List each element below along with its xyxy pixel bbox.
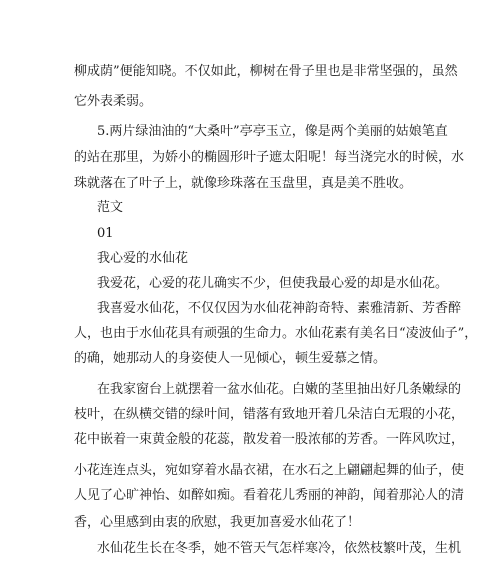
text-line: 的确，她那动人的身姿使人一见倾心，顿生爱慕之情。 bbox=[74, 351, 387, 366]
text-line: 柳成荫”便能知晓。不仅如此，柳树在骨子里也是非常坚强的，虽然 bbox=[74, 64, 458, 79]
text-line: 5.两片绿油油的“大桑叶”亭亭玉立，像是两个美丽的姑娘笔直 bbox=[97, 124, 448, 139]
text-line: 我喜爱水仙花，不仅仅因为水仙花神韵奇特、素雅清新、芳香醉 bbox=[97, 301, 462, 316]
text-line: 珠就落在了叶子上，就像珍珠落在玉盘里，真是美不胜收。 bbox=[74, 176, 413, 191]
text-line: 人见了心旷神怡、如醉如痴。看着花儿秀丽的神韵，闻着那沁人的清 bbox=[74, 488, 465, 503]
text-line: 枝叶，在纵横交错的绿叶间，错落有致地开着几朵洁白无瑕的小花， bbox=[74, 407, 465, 422]
text-line: 在我家窗台上就摆着一盆水仙花。白嫩的茎里抽出好几条嫩绿的 bbox=[97, 382, 462, 397]
text-line: 我爱花，心爱的花儿确实不少，但使我最心爱的却是水仙花。 bbox=[97, 276, 449, 291]
text-line: 花中嵌着一束黄金般的花蕊，散发着一股浓郁的芳香。一阵风吹过， bbox=[74, 432, 465, 447]
text-line: 的站在那里，为娇小的椭圆形叶子遮太阳呢！每当浇完水的时候，水 bbox=[74, 150, 465, 165]
text-line: 香，心里感到由衷的欣慰，我更加喜爱水仙花了！ bbox=[74, 515, 361, 530]
text-line: 它外表柔弱。 bbox=[74, 94, 153, 109]
section-number: 01 bbox=[97, 226, 114, 241]
text-line: 水仙花生长在冬季，她不管天气怎样寒冷，依然枝繁叶茂，生机 bbox=[97, 541, 462, 556]
section-heading: 范文 bbox=[97, 200, 124, 215]
text-line: 人，也由于水仙花具有顽强的生命力。水仙花素有美名日“凌波仙子”， bbox=[74, 326, 478, 341]
text-line: 小花连连点头，宛如穿着水晶衣裙，在水石之上翩翩起舞的仙子，使 bbox=[74, 463, 465, 478]
essay-title: 我心爱的水仙花 bbox=[97, 251, 189, 266]
